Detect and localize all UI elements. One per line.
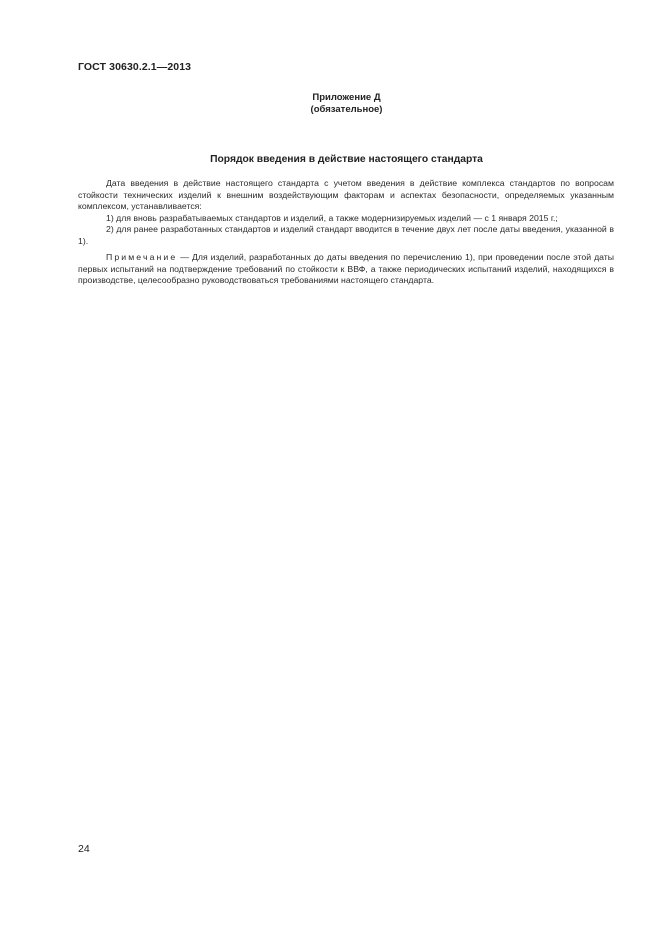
paragraph-intro: Дата введения в действие настоящего стандарта с учетом введения в действие комплекса стандартов по вопросам стойкости технических изделий к внешним воздействующим факторам и аспектах безопасности, определяемых указанным комплексом, устанавливается: (78, 178, 614, 211)
note-paragraph (78, 252, 614, 287)
section-title: Порядок введения в действие настоящего стандарта (210, 154, 483, 165)
paragraph-item-1: 1) для вновь разрабатываемых стандартов и изделий, а также модернизируемых изделий — с 1 января 2015 г.; (106, 212, 558, 223)
paragraph-item-2: 2) для ранее разработанных стандартов и изделий стандарт вводится в течение двух лет после даты введения, указанной в 1). (78, 224, 614, 246)
note-text: — Для изделий, разработанных до даты введения по перечислению 1), при проведении после этой даты первых испытаний на подтверждение требований по стойкости к ВВФ, а также периодических испытаний изделий, находящихся в производстве, целесообразно руководствоваться требованиями настоящего стандарта. (78, 252, 614, 285)
document-code: ГОСТ 30630.2.1—2013 (78, 61, 192, 73)
appendix-title: Приложение Д (312, 92, 381, 103)
appendix-subtitle: (обязательное) (310, 104, 383, 115)
appendix-heading (0, 92, 661, 116)
body-text (78, 178, 614, 287)
note-label: Примечание (106, 252, 178, 262)
page-number: 24 (78, 843, 90, 855)
